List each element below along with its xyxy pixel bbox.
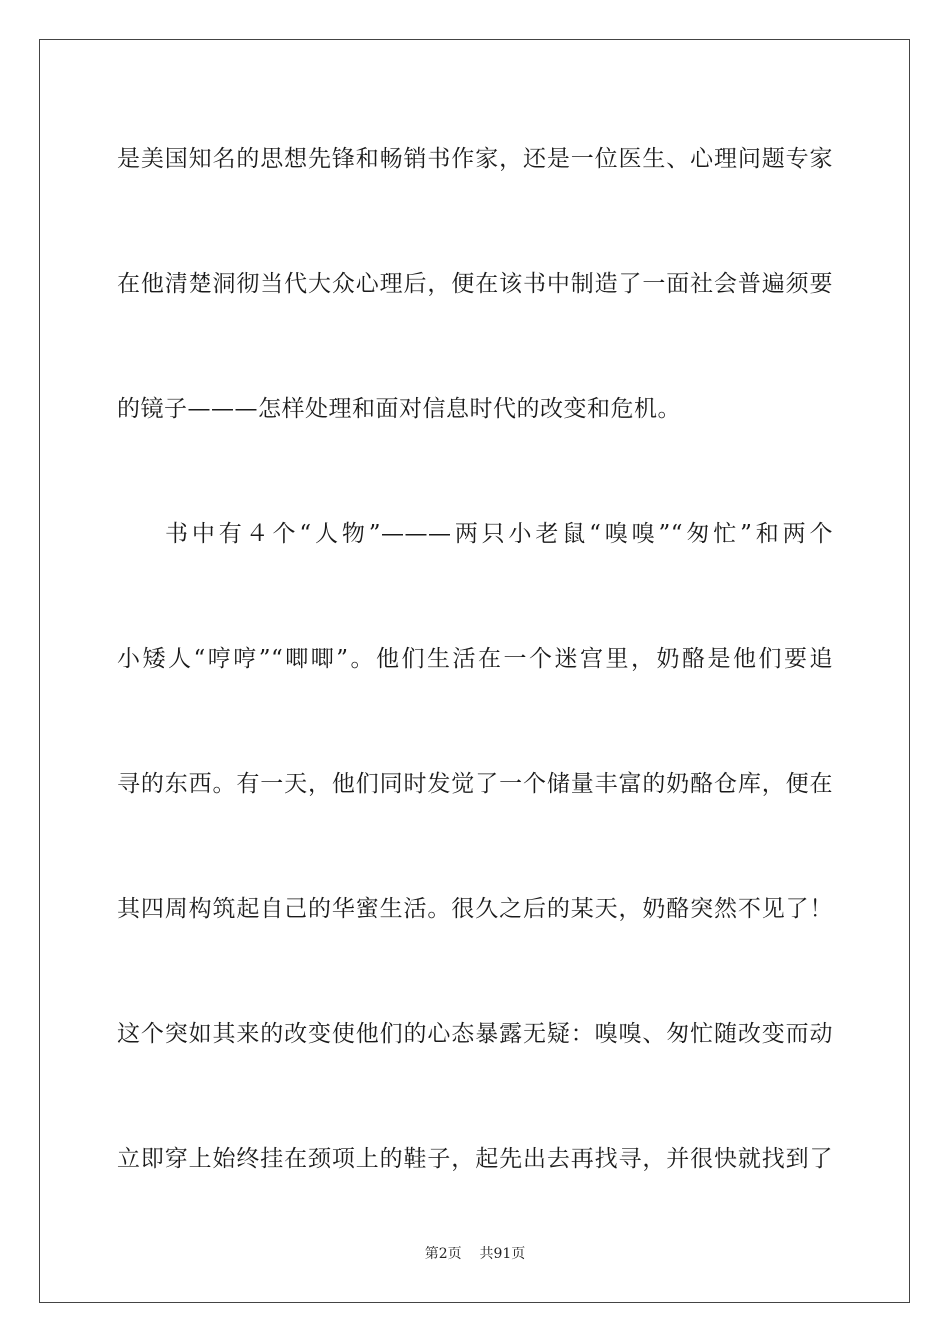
text-line: 寻的东西。有一天，他们同时发觉了一个储量丰富的奶酪仓库，便在 bbox=[117, 771, 833, 797]
text-line: 书中有４个“人物”———两只小老鼠“嗅嗅”“匆忙”和两个 bbox=[165, 521, 833, 547]
text-line: 在他清楚洞彻当代大众心理后，便在该书中制造了一面社会普遍须要 bbox=[117, 271, 833, 297]
page-footer bbox=[0, 1244, 950, 1264]
text-line: 是美国知名的思想先锋和畅销书作家，还是一位医生、心理问题专家 bbox=[117, 146, 833, 172]
text-line: 其四周构筑起自己的华蜜生活。很久之后的某天，奶酪突然不见了！ bbox=[117, 896, 833, 922]
text-line: 的镜子———怎样处理和面对信息时代的改变和危机。 bbox=[117, 396, 681, 422]
total-pages: 共91页 bbox=[479, 1246, 526, 1262]
text-line: 立即穿上始终挂在颈项上的鞋子，起先出去再找寻，并很快就找到了 bbox=[117, 1146, 833, 1172]
text-line: 这个突如其来的改变使他们的心态暴露无疑：嗅嗅、匆忙随改变而动 bbox=[117, 1021, 833, 1047]
document-body bbox=[117, 128, 833, 1253]
page-number: 第2页 bbox=[424, 1246, 462, 1262]
text-line: 小矮人“哼哼”“唧唧”。他们生活在一个迷宫里，奶酪是他们要追 bbox=[117, 646, 833, 672]
